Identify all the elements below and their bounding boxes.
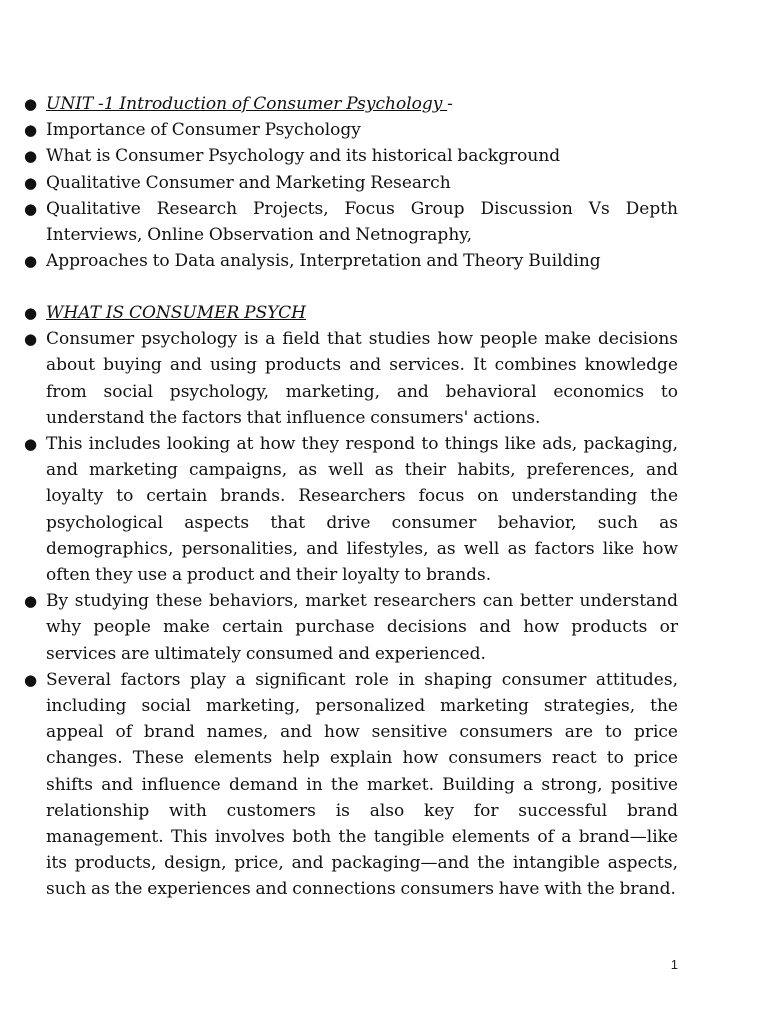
bullet-icon: ●	[24, 95, 38, 113]
bullet-icon: ●	[24, 199, 38, 218]
topic-text: Approaches to Data analysis, Interpretation and Theory Building	[46, 251, 601, 272]
paragraph-item	[22, 588, 678, 667]
topic-text: Qualitative Consumer and Marketing Research	[46, 172, 451, 193]
bullet-icon: ●	[24, 592, 38, 611]
page-number: 1	[670, 957, 678, 972]
what-is-consumer-psych-list	[22, 300, 678, 903]
unit-topics-list	[22, 91, 678, 274]
list-item	[22, 117, 678, 143]
paragraph-text: This includes looking at how they respond to things like ads, packaging, and marketing campaigns, as well as their habits, preferences, and loyalty to certain brands. Researchers focus on understanding the psychological aspects that drive consumer behavior, such as demographics, personalities, and lifestyles, as well as factors like how often they use a product and their loyalty to brands.	[46, 434, 678, 586]
bullet-icon: ●	[24, 670, 38, 689]
list-item	[22, 248, 678, 274]
bullet-icon: ●	[24, 252, 38, 271]
paragraph-text: Consumer psychology is a field that studies how people make decisions about buying and using products and services. It combines knowledge from social psychology, marketing, and behavioral economics to understand the factors that influence consumers' actions.	[46, 329, 678, 428]
unit-heading: UNIT -1 Introduction of Consumer Psychology	[46, 94, 448, 114]
bullet-icon: ●	[24, 147, 38, 166]
bullet-icon: ●	[24, 304, 38, 322]
paragraph-text: Several factors play a significant role in shaping consumer attitudes, including social marketing, personalized marketing strategies, the appeal of brand names, and how sensitive consumers are to price changes. These elements help explain how consumers react to price shifts and influence demand in the market. Building a strong, positive relationship with customers is also key for successful brand management. This involves both the tangible elements of a brand—like its products, design, price, and packaging—and the intangible aspects, such as the experiences and connections consumers have with the brand.	[46, 669, 678, 900]
topic-text: Qualitative Research Projects, Focus Group Discussion Vs Depth Interviews, Online Observation and Netnography,	[46, 198, 678, 246]
section-heading-item	[22, 300, 678, 326]
bullet-icon: ●	[24, 173, 38, 192]
list-item	[22, 143, 678, 169]
list-item	[22, 170, 678, 196]
section-heading: WHAT IS CONSUMER PSYCH	[46, 303, 307, 323]
paragraph-text: By studying these behaviors, market researchers can better understand why people make certain purchase decisions and how products or services are ultimately consumed and experienced.	[46, 591, 678, 664]
unit-heading-item	[22, 91, 678, 117]
bullet-icon: ●	[24, 330, 38, 349]
list-item	[22, 196, 678, 248]
paragraph-item	[22, 431, 678, 588]
topic-text: Importance of Consumer Psychology	[46, 120, 361, 141]
unit-heading-suffix: -	[447, 94, 453, 114]
paragraph-item	[22, 326, 678, 431]
bullet-icon: ●	[24, 435, 38, 454]
paragraph-item	[22, 667, 678, 903]
topic-text: What is Consumer Psychology and its historical background	[46, 146, 561, 167]
bullet-icon: ●	[24, 121, 38, 140]
